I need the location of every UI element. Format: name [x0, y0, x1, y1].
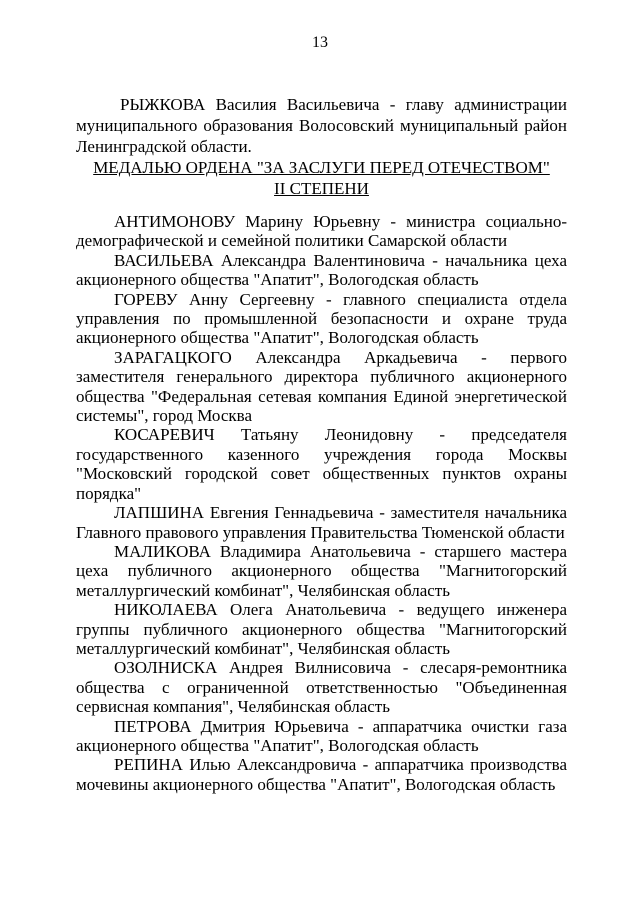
award-entry: ВАСИЛЬЕВА Александра Валентиновича - начальника цеха акционерного общества "Апатит", Вологодская область	[76, 250, 567, 290]
page-number: 13	[312, 34, 328, 51]
award-entry: ГОРЕВУ Анну Сергеевну - главного специалиста отдела управления по промышленной безопасности и охране труда акционерного общества "Апатит", Вологодская область	[76, 289, 567, 348]
award-entry: ЗАРАГАЦКОГО Александра Аркадьевича - первого заместителя генерального директора публичного акционерного общества "Федеральная сетевая компания Единой энергетической системы", город Москва	[76, 347, 567, 426]
award-entry: РЕПИНА Илью Александровича - аппаратчика производства мочевины акционерного общества "Апатит", Вологодская область	[76, 755, 567, 794]
award-entry: НИКОЛАЕВА Олега Анатольевича - ведущего инженера группы публичного акционерного общества "Магнитогорский металлургический комбинат", Челябинская область	[76, 600, 567, 658]
section-heading-line-1: МЕДАЛЬЮ ОРДЕНА "ЗА ЗАСЛУГИ ПЕРЕД ОТЕЧЕСТВОМ"	[93, 158, 550, 177]
intro-paragraph: РЫЖКОВА Василия Васильевича - главу администрации муниципального образования Волосовский муниципальный район Ленинградской области.	[76, 95, 567, 156]
section-heading	[76, 157, 567, 199]
award-entry: ОЗОЛНИСКА Андрея Вилнисовича - слесаря-ремонтника общества с ограниченной ответственностью "Объединенная сервисная компания", Челябинская область	[76, 658, 567, 717]
award-entry: ЛАПШИНА Евгения Геннадьевича - заместителя начальника Главного правового управления Правительства Тюменской области	[76, 503, 567, 542]
award-entry: ПЕТРОВА Дмитрия Юрьевича - аппаратчика очистки газа акционерного общества "Апатит", Вологодская область	[76, 716, 567, 755]
section-heading-line-2: II СТЕПЕНИ	[274, 179, 369, 198]
award-entry: МАЛИКОВА Владимира Анатольевича - старшего мастера цеха публичного акционерного общества "Магнитогорский металлургический комбинат", Челябинская область	[76, 541, 567, 600]
award-list	[76, 212, 567, 794]
award-entry: АНТИМОНОВУ Марину Юрьевну - министра социально-демографической и семейной политики Самарской области	[76, 212, 567, 251]
award-entry: КОСАРЕВИЧ Татьяну Леонидовну - председателя государственного казенного учреждения города Москвы "Московский городской совет общественных пунктов охраны порядка"	[76, 425, 567, 503]
